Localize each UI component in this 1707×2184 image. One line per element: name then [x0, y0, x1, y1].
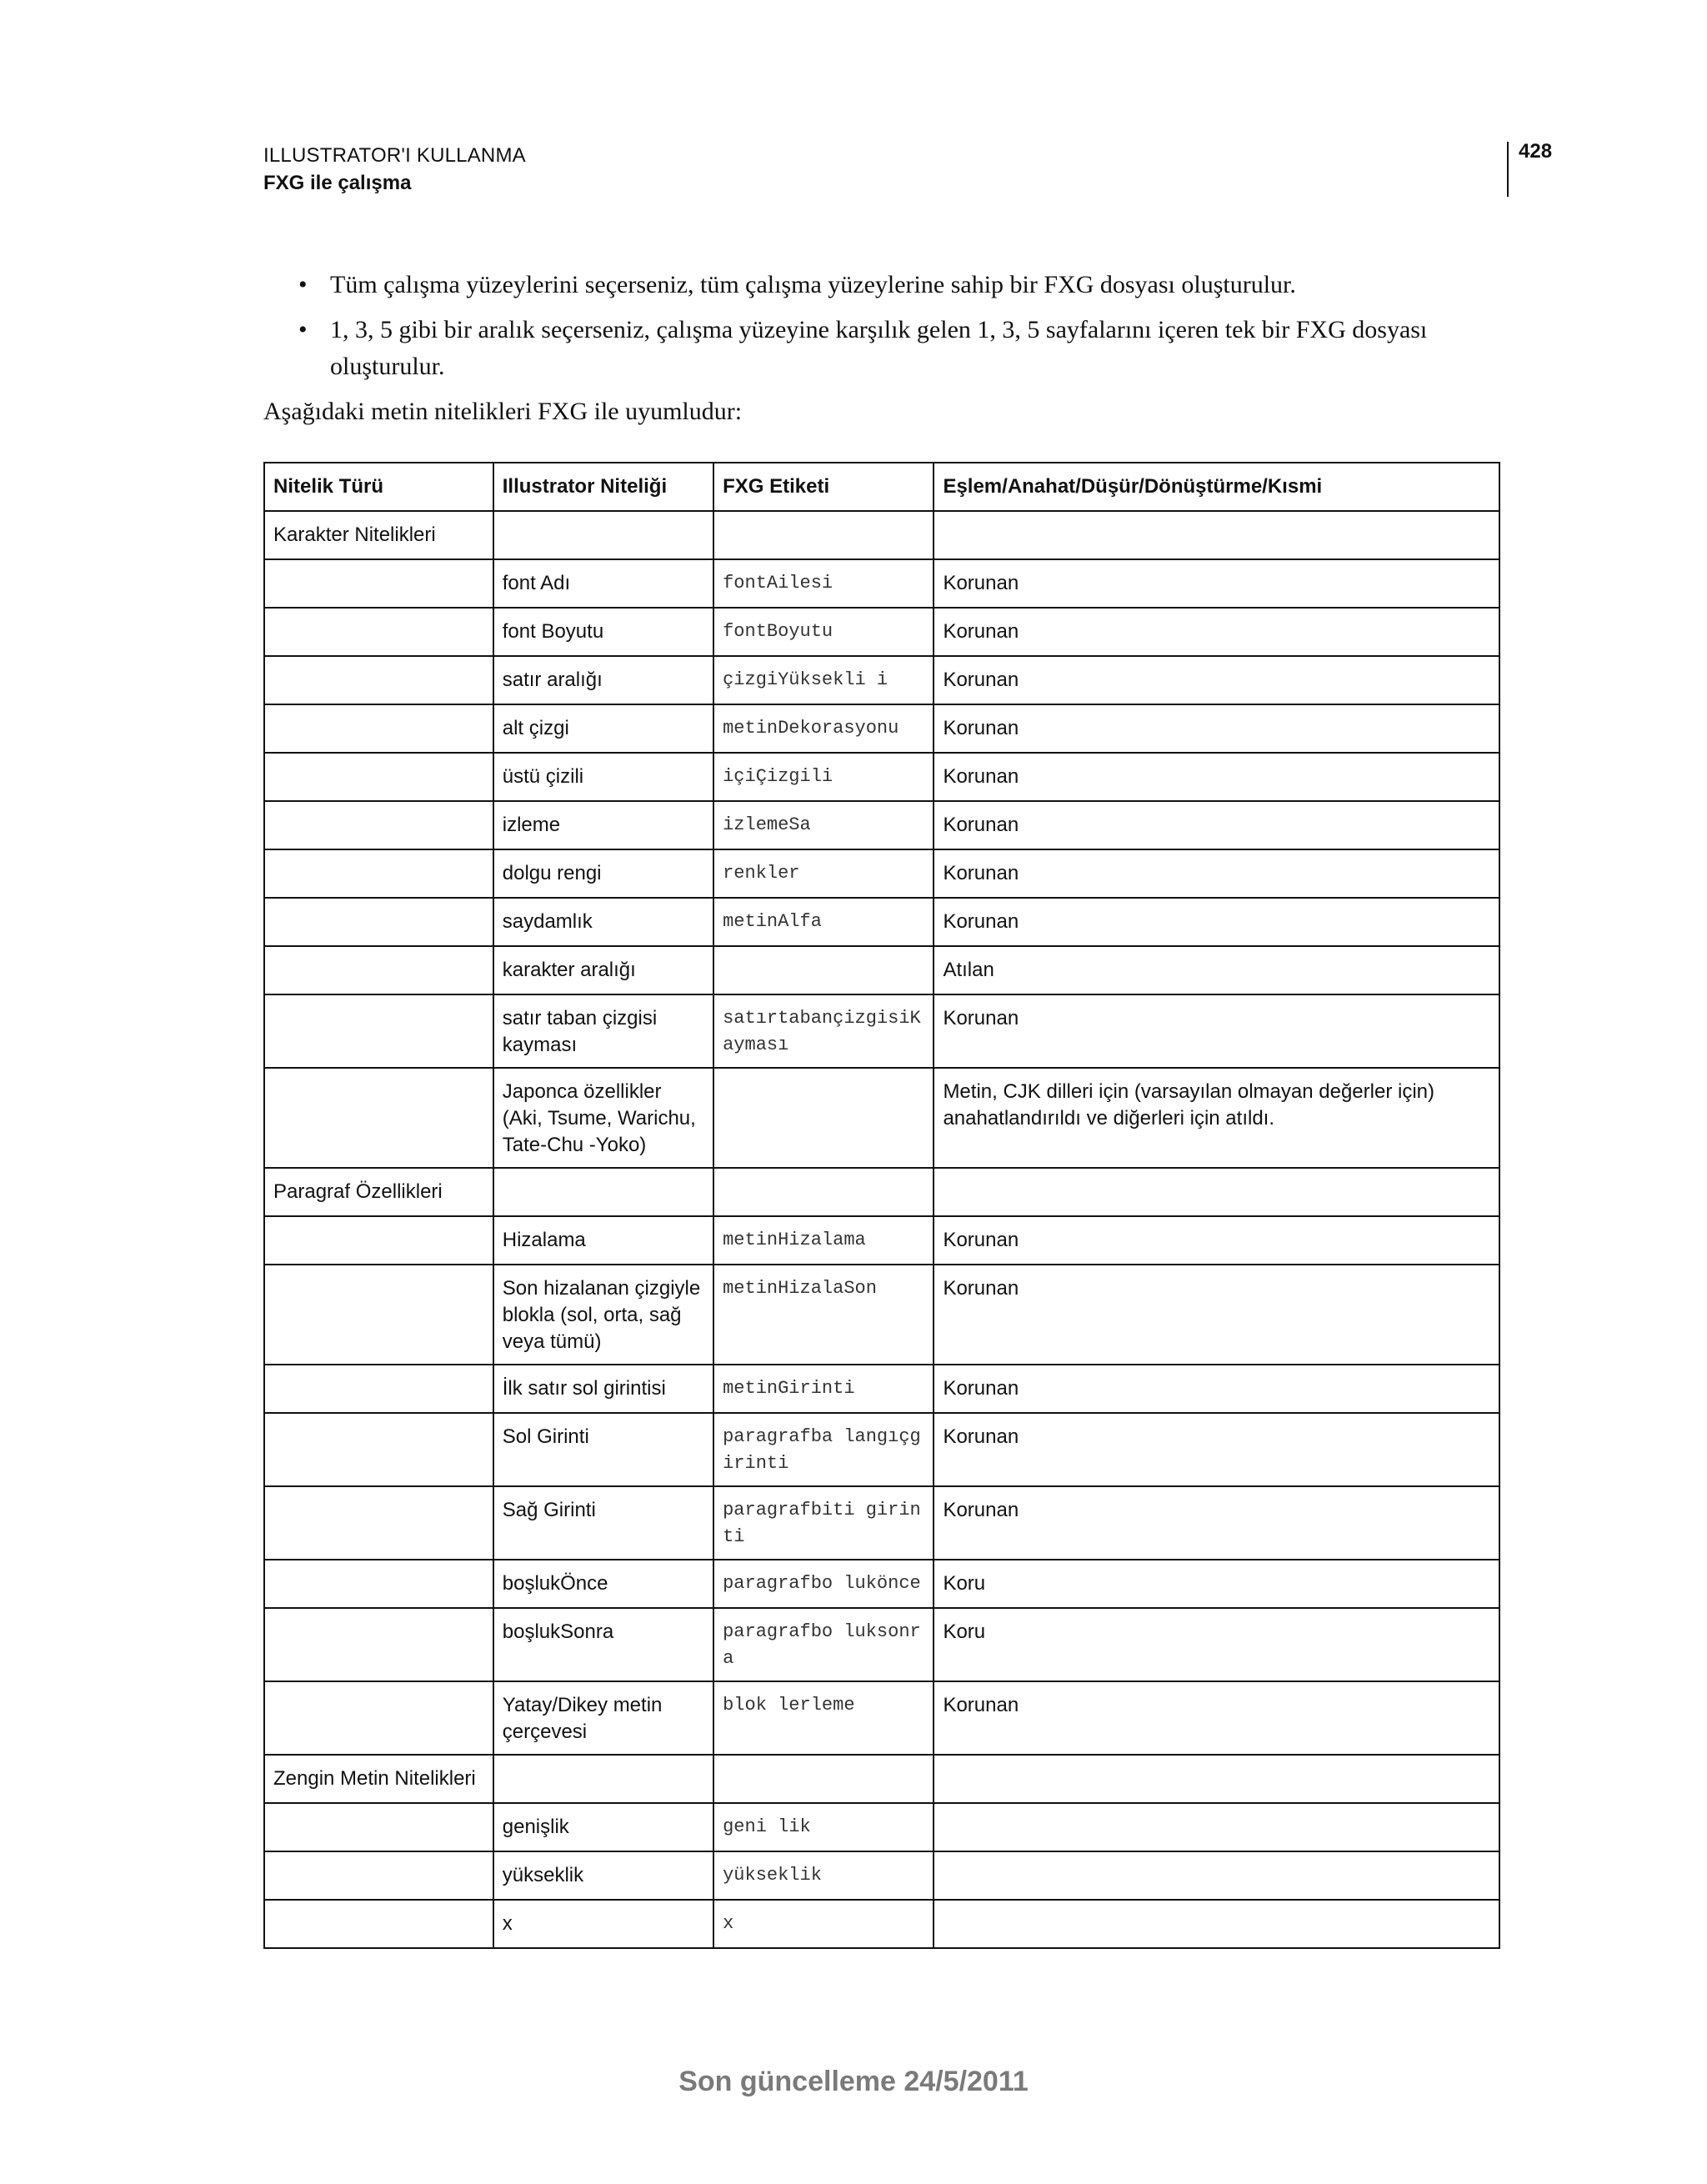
- table-row: [264, 1755, 1499, 1803]
- cell-fxg-tag: [713, 1068, 934, 1168]
- cell-illustrator-attribute: [493, 511, 713, 559]
- cell-fxg-tag: izlemeSa: [713, 801, 934, 849]
- cell-attribute-type: [264, 1560, 493, 1608]
- cell-mapping: Korunan: [934, 1265, 1499, 1365]
- table-row: [264, 801, 1499, 849]
- cell-fxg-tag: metinAlfa: [713, 898, 934, 946]
- table-row: [264, 1560, 1499, 1608]
- table-row: [264, 511, 1499, 559]
- cell-illustrator-attribute: [493, 1755, 713, 1803]
- cell-fxg-tag: paragrafba langıçg irinti: [713, 1413, 934, 1486]
- table-row: [264, 1486, 1499, 1560]
- running-header: [263, 142, 526, 197]
- cell-fxg-tag: çizgiYüksekli i: [713, 656, 934, 704]
- cell-attribute-type: Karakter Nitelikleri: [264, 511, 493, 559]
- cell-mapping: Korunan: [934, 656, 1499, 704]
- cell-attribute-type: [264, 608, 493, 656]
- cell-attribute-type: [264, 1681, 493, 1755]
- cell-fxg-tag: metinHizalama: [713, 1216, 934, 1265]
- cell-attribute-type: [264, 994, 493, 1068]
- cell-mapping: Koru: [934, 1560, 1499, 1608]
- cell-mapping: Korunan: [934, 1216, 1499, 1265]
- cell-mapping: Korunan: [934, 801, 1499, 849]
- cell-fxg-tag: paragrafbo lukönce: [713, 1560, 934, 1608]
- cell-fxg-tag: blok lerleme: [713, 1681, 934, 1755]
- cell-illustrator-attribute: boşlukÖnce: [493, 1560, 713, 1608]
- cell-attribute-type: [264, 898, 493, 946]
- table-body: [264, 511, 1499, 1948]
- attributes-table: [263, 462, 1500, 1949]
- book-title: ILLUSTRATOR'I KULLANMA: [263, 144, 526, 167]
- cell-mapping: Korunan: [934, 1365, 1499, 1413]
- table-row: [264, 994, 1499, 1068]
- cell-illustrator-attribute: genişlik: [493, 1803, 713, 1851]
- table-row: [264, 1068, 1499, 1168]
- cell-mapping: Korunan: [934, 994, 1499, 1068]
- cell-fxg-tag: renkler: [713, 849, 934, 898]
- cell-mapping: Korunan: [934, 704, 1499, 753]
- cell-mapping: Korunan: [934, 753, 1499, 801]
- cell-fxg-tag: yükseklik: [713, 1851, 934, 1900]
- cell-illustrator-attribute: Japonca özellikler (Aki, Tsume, Warichu, Tate-Chu -Yoko): [493, 1068, 713, 1168]
- cell-mapping: Korunan: [934, 1681, 1499, 1755]
- cell-attribute-type: [264, 1365, 493, 1413]
- cell-mapping: [934, 1851, 1499, 1900]
- cell-illustrator-attribute: Yatay/Dikey metin çerçevesi: [493, 1681, 713, 1755]
- cell-fxg-tag: metinDekorasyonu: [713, 704, 934, 753]
- table-row: [264, 1365, 1499, 1413]
- cell-attribute-type: [264, 559, 493, 608]
- cell-attribute-type: Zengin Metin Nitelikleri: [264, 1755, 493, 1803]
- cell-illustrator-attribute: satır taban çizgisi kayması: [493, 994, 713, 1068]
- cell-illustrator-attribute: yükseklik: [493, 1851, 713, 1900]
- cell-illustrator-attribute: Son hizalanan çizgiyle blokla (sol, orta, sağ veya tümü): [493, 1265, 713, 1365]
- cell-illustrator-attribute: dolgu rengi: [493, 849, 713, 898]
- cell-mapping: [934, 511, 1499, 559]
- cell-attribute-type: [264, 753, 493, 801]
- table-row: [264, 608, 1499, 656]
- cell-illustrator-attribute: Sağ Girinti: [493, 1486, 713, 1560]
- cell-fxg-tag: paragrafbo luksonr a: [713, 1608, 934, 1681]
- cell-illustrator-attribute: satır aralığı: [493, 656, 713, 704]
- header-mapping: Eşlem/Anahat/Düşür/Dönüştürme/Kısmi: [934, 463, 1499, 511]
- table-row: [264, 656, 1499, 704]
- table-row: [264, 704, 1499, 753]
- cell-attribute-type: [264, 1216, 493, 1265]
- cell-attribute-type: [264, 1068, 493, 1168]
- cell-attribute-type: [264, 849, 493, 898]
- table-row: [264, 1681, 1499, 1755]
- cell-mapping: [934, 1900, 1499, 1948]
- table-row: [264, 559, 1499, 608]
- cell-attribute-type: [264, 1608, 493, 1681]
- cell-fxg-tag: x: [713, 1900, 934, 1948]
- header-fxg-tag: FXG Etiketi: [713, 463, 934, 511]
- cell-attribute-type: [264, 1486, 493, 1560]
- table-header-row: [264, 463, 1499, 511]
- cell-illustrator-attribute: alt çizgi: [493, 704, 713, 753]
- cell-fxg-tag: fontBoyutu: [713, 608, 934, 656]
- cell-attribute-type: [264, 1265, 493, 1365]
- header-attribute-type: Nitelik Türü: [264, 463, 493, 511]
- table-row: [264, 1900, 1499, 1948]
- cell-attribute-type: [264, 801, 493, 849]
- table-row: [264, 946, 1499, 994]
- cell-attribute-type: [264, 1413, 493, 1486]
- cell-fxg-tag: metinGirinti: [713, 1365, 934, 1413]
- cell-mapping: Metin, CJK dilleri için (varsayılan olmayan değerler için) anahatlandırıldı ve diğerleri için atıldı.: [934, 1068, 1499, 1168]
- table-row: [264, 1265, 1499, 1365]
- cell-illustrator-attribute: x: [493, 1900, 713, 1948]
- cell-mapping: Korunan: [934, 608, 1499, 656]
- cell-mapping: Atılan: [934, 946, 1499, 994]
- cell-attribute-type: [264, 946, 493, 994]
- header-illustrator-attribute: Illustrator Niteliği: [493, 463, 713, 511]
- body-text: [263, 267, 1500, 430]
- table-row: [264, 753, 1499, 801]
- cell-attribute-type: [264, 704, 493, 753]
- cell-illustrator-attribute: Hizalama: [493, 1216, 713, 1265]
- cell-attribute-type: Paragraf Özellikleri: [264, 1168, 493, 1216]
- table-row: [264, 898, 1499, 946]
- cell-illustrator-attribute: üstü çizili: [493, 753, 713, 801]
- cell-mapping: Korunan: [934, 898, 1499, 946]
- page-number: 428: [1519, 140, 1553, 163]
- cell-attribute-type: [264, 1851, 493, 1900]
- cell-attribute-type: [264, 1900, 493, 1948]
- cell-attribute-type: [264, 1803, 493, 1851]
- cell-fxg-tag: satırtabançizgisiKayması: [713, 994, 934, 1068]
- chapter-title: FXG ile çalışma: [263, 172, 412, 194]
- cell-mapping: Koru: [934, 1608, 1499, 1681]
- table-row: [264, 1216, 1499, 1265]
- table-row: [264, 1803, 1499, 1851]
- cell-fxg-tag: [713, 511, 934, 559]
- cell-illustrator-attribute: İlk satır sol girintisi: [493, 1365, 713, 1413]
- cell-illustrator-attribute: karakter aralığı: [493, 946, 713, 994]
- cell-fxg-tag: geni lik: [713, 1803, 934, 1851]
- bullet-item: • Tüm çalışma yüzeylerini seçerseniz, tüm çalışma yüzeylerine sahip bir FXG dosyası oluşturulur.: [263, 267, 1500, 303]
- table-row: [264, 1413, 1499, 1486]
- cell-illustrator-attribute: Sol Girinti: [493, 1413, 713, 1486]
- table-row: [264, 1608, 1499, 1681]
- table-row: [264, 849, 1499, 898]
- cell-mapping: Korunan: [934, 1486, 1499, 1560]
- cell-mapping: [934, 1168, 1499, 1216]
- cell-illustrator-attribute: [493, 1168, 713, 1216]
- cell-illustrator-attribute: saydamlık: [493, 898, 713, 946]
- cell-fxg-tag: [713, 946, 934, 994]
- table-row: [264, 1851, 1499, 1900]
- cell-illustrator-attribute: font Adı: [493, 559, 713, 608]
- last-updated: Son güncelleme 24/5/2011: [678, 2066, 1029, 2097]
- cell-mapping: Korunan: [934, 849, 1499, 898]
- cell-mapping: Korunan: [934, 1413, 1499, 1486]
- header-divider: [1507, 142, 1509, 197]
- cell-fxg-tag: paragrafbiti girin ti: [713, 1486, 934, 1560]
- table-row: [264, 1168, 1499, 1216]
- cell-illustrator-attribute: font Boyutu: [493, 608, 713, 656]
- cell-fxg-tag: içiÇizgili: [713, 753, 934, 801]
- cell-mapping: [934, 1755, 1499, 1803]
- cell-mapping: [934, 1803, 1499, 1851]
- cell-illustrator-attribute: izleme: [493, 801, 713, 849]
- bullet-item: • 1, 3, 5 gibi bir aralık seçerseniz, çalışma yüzeyine karşılık gelen 1, 3, 5 sayfalarını içeren tek bir FXG dosyası oluşturulur.: [263, 312, 1500, 385]
- cell-fxg-tag: [713, 1168, 934, 1216]
- cell-mapping: Korunan: [934, 559, 1499, 608]
- bullet-list: [263, 267, 1500, 385]
- table-intro: Aşağıdaki metin nitelikleri FXG ile uyumludur:: [263, 398, 743, 425]
- cell-attribute-type: [264, 656, 493, 704]
- cell-fxg-tag: fontAilesi: [713, 559, 934, 608]
- cell-fxg-tag: [713, 1755, 934, 1803]
- cell-illustrator-attribute: boşlukSonra: [493, 1608, 713, 1681]
- cell-fxg-tag: metinHizalaSon: [713, 1265, 934, 1365]
